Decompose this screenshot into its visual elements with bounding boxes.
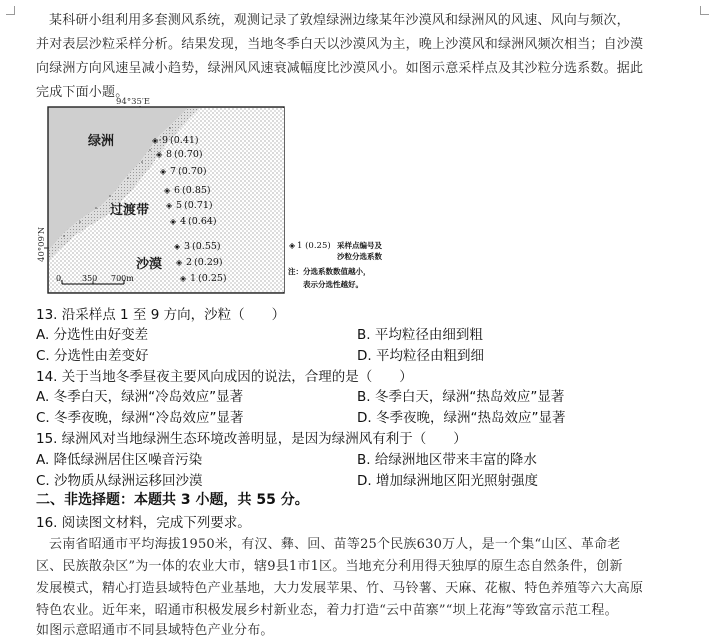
q16-stem: 16. 阅读图文材料，完成下列要求。 [36, 515, 251, 531]
material-line-4: 特色农业。近年来，昭通市积极发展乡村新业态，着力打造“云中苗寨”“坝上花海”等致富示范工程。 [36, 603, 618, 618]
q13-option-c[interactable]: C. 分选性由差变好 [36, 348, 149, 364]
intro-line-3: 向绿洲方向风速呈减小趋势，绿洲风风速衰减幅度比沙漠风小。如图示意采样点及其沙粒分选系数。据此 [36, 61, 644, 76]
sample-marker-icon: ◈ [166, 201, 173, 210]
sample-coef: (0.29) [194, 257, 223, 268]
q13-option-d[interactable]: D. 平均粒径由粗到细 [357, 348, 484, 364]
sample-label [166, 149, 203, 160]
sample-id: 6 [174, 185, 181, 196]
material-line-2: 区、民族散杂区”为一体的农业大市，辖9县1市1区。当地充分利用得天独厚的原生态自然条件，创新 [36, 559, 623, 574]
transition-label: 过渡带 [110, 203, 150, 218]
sample-coef: (0.70) [174, 149, 203, 160]
sample-marker-icon: ◈ [176, 258, 183, 267]
material-line-5: 如图示意昭通市不同县域特色产业分布。 [36, 623, 274, 638]
sample-marker-icon: ◈ [174, 242, 181, 251]
intro-line-2: 并对表层沙粒采样分析。结果发现，当地冬季白天以沙漠风为主，晚上沙漠风和绿洲风频次相当；自沙漠 [36, 37, 644, 52]
q13-option-b[interactable]: B. 平均粒径由细到粗 [357, 327, 483, 343]
sample-label [162, 135, 199, 146]
sample-marker-icon: ◈ [152, 136, 159, 145]
scale-end: 700m [111, 274, 134, 283]
q13-stem: 13. 沿采样点 1 至 9 方向，沙粒（ ） [36, 307, 286, 323]
legend-symbol: ◈ [289, 241, 296, 250]
q15-stem: 15. 绿洲风对当地绿洲生态环境改善明显，是因为绿洲风有利于（ ） [36, 431, 467, 447]
material-line-1: 云南省昭通市平均海拔1950米，有汉、彝、回、苗等25个民族630万人，是一个集“山区、革命老 [49, 537, 621, 552]
q14-stem: 14. 关于当地冬季昼夜主要风向成因的说法，合理的是（ ） [36, 369, 413, 385]
desert-label: 沙漠 [136, 257, 163, 272]
intro-line-1: 某科研小组利用多套测风系统，观测记录了敦煌绿洲边缘某年沙漠风和绿洲风的风速、风向与频次， [49, 13, 630, 28]
scale-zero: 0 [56, 274, 62, 283]
sample-id: 8 [166, 149, 173, 160]
q14-option-d[interactable]: D. 冬季夜晚，绿洲“热岛效应”显著 [357, 410, 566, 426]
sample-id: 2 [186, 257, 193, 268]
sample-coef: (0.71) [184, 200, 213, 211]
oasis-label: 绿洲 [88, 134, 115, 149]
q15-option-d[interactable]: D. 增加绿洲地区阳光照射强度 [357, 473, 538, 489]
latitude-label: 40°09′N [37, 226, 47, 262]
map-legend [289, 240, 382, 261]
sample-coef: (0.70) [178, 166, 207, 177]
sample-label [186, 257, 223, 268]
intro-line-4: 完成下面小题。 [36, 85, 129, 100]
q15-option-b[interactable]: B. 给绿洲地区带来丰富的降水 [357, 452, 537, 468]
q13-option-a[interactable]: A. 分选性由好变差 [36, 327, 149, 343]
sample-coef: (0.25) [198, 273, 227, 284]
q15-option-a[interactable]: A. 降低绿洲居住区噪音污染 [36, 452, 203, 468]
scale-mid: 350 [82, 274, 98, 283]
map-note [288, 266, 371, 289]
sample-coef: (0.41) [170, 135, 199, 146]
q14-option-b[interactable]: B. 冬季白天，绿洲“热岛效应”显著 [357, 389, 565, 405]
sample-id: 4 [180, 216, 187, 227]
q14-option-a[interactable]: A. 冬季白天，绿洲“冷岛效应”显著 [36, 389, 244, 405]
note-line2: 表示分选性越好。 [303, 280, 363, 289]
legend-example: 1 (0.25) [297, 241, 331, 251]
sample-label [174, 185, 211, 196]
sample-label [184, 241, 221, 252]
material-line-3: 发展模式，精心打造县域特色产业基地，大力发展苹果、竹、马铃薯、天麻、花椒、特色养殖等六大高原 [36, 581, 644, 596]
sample-marker-icon: ◈ [160, 167, 167, 176]
legend-desc-line1: 采样点编号及 [337, 241, 382, 250]
longitude-label: 94°35′E [116, 97, 151, 107]
sample-label [176, 200, 213, 211]
sample-coef: (0.85) [182, 185, 211, 196]
q15-option-c[interactable]: C. 沙物质从绿洲运移回沙漠 [36, 473, 203, 489]
legend-desc-line2: 沙粒分选系数 [337, 252, 382, 261]
sample-coef: (0.55) [192, 241, 221, 252]
section-2-heading: 二、非选择题：本题共 3 小题，共 55 分。 [36, 492, 309, 508]
sample-id: 7 [170, 166, 177, 177]
sample-id: 5 [176, 200, 183, 211]
sample-label [180, 216, 217, 227]
note-line1: 注：分选系数数值越小， [288, 267, 371, 276]
q14-option-c[interactable]: C. 冬季夜晚，绿洲“冷岛效应”显著 [36, 410, 244, 426]
sample-marker-icon: ◈ [180, 274, 187, 283]
sample-label [170, 166, 207, 177]
sample-marker-icon: ◈ [170, 217, 177, 226]
sample-marker-icon: ◈ [156, 150, 163, 159]
sample-id: 1 [190, 273, 197, 284]
sample-marker-icon: ◈ [164, 186, 171, 195]
sample-id: 9 [162, 135, 169, 146]
sample-id: 3 [184, 241, 191, 252]
sample-coef: (0.64) [188, 216, 217, 227]
sample-label [190, 273, 227, 284]
